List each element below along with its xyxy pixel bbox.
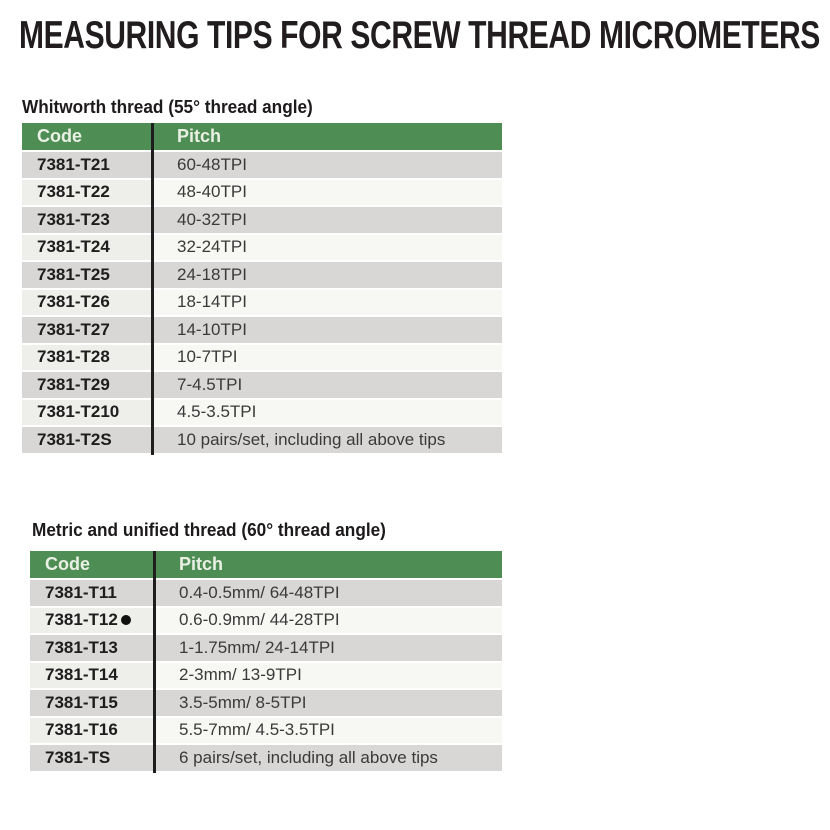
- code-value: 7381-T28: [37, 347, 110, 367]
- code-value: 7381-T16: [45, 720, 118, 740]
- pitch-cell: 48-40TPI: [151, 180, 502, 206]
- code-cell: [30, 580, 153, 606]
- table-row: [30, 580, 502, 606]
- code-value: 7381-T11: [45, 582, 117, 602]
- code-value: 7381-T24: [37, 237, 110, 257]
- pitch-cell: 2-3mm/ 13-9TPI: [153, 663, 502, 689]
- whitworth-section-subtitle: Whitworth thread (55° thread angle): [22, 96, 313, 117]
- column-divider-line: [153, 551, 156, 773]
- table-row: [22, 400, 502, 426]
- code-cell: [22, 152, 151, 178]
- code-value: 7381-T27: [37, 319, 110, 339]
- table-row: [30, 745, 502, 771]
- code-value: 7381-T23: [37, 209, 110, 229]
- code-value: 7381-T26: [37, 292, 110, 312]
- pitch-cell: 0.4-0.5mm/ 64-48TPI: [153, 580, 502, 606]
- code-cell: [30, 718, 153, 744]
- code-cell: [22, 180, 151, 206]
- pitch-cell: 5.5-7mm/ 4.5-3.5TPI: [153, 718, 502, 744]
- table-row: [22, 235, 502, 261]
- pitch-cell: 18-14TPI: [151, 290, 502, 316]
- pitch-cell: 60-48TPI: [151, 152, 502, 178]
- table-row: [22, 345, 502, 371]
- column-divider-line: [151, 123, 154, 455]
- whitworth-thread-table: [22, 123, 502, 455]
- pitch-cell: 3.5-5mm/ 8-5TPI: [153, 690, 502, 716]
- table-row: [30, 690, 502, 716]
- table-row: [22, 317, 502, 343]
- pitch-cell: 7-4.5TPI: [151, 372, 502, 398]
- pitch-cell: 10-7TPI: [151, 345, 502, 371]
- code-value: 7381-T25: [37, 264, 110, 284]
- page-title: MEASURING TIPS FOR SCREW THREAD MICROMETERS: [19, 14, 820, 57]
- code-value: 7381-T210: [37, 402, 120, 422]
- code-column-header: Code: [45, 554, 90, 574]
- pitch-cell: 10 pairs/set, including all above tips: [151, 427, 502, 453]
- code-cell: [30, 635, 153, 661]
- code-cell: [22, 372, 151, 398]
- code-value: 7381-T13: [45, 637, 118, 657]
- table-row: [22, 152, 502, 178]
- pitch-cell: 6 pairs/set, including all above tips: [153, 745, 502, 771]
- code-value: 7381-T29: [37, 374, 110, 394]
- code-value: 7381-TS: [45, 747, 111, 767]
- code-cell: [30, 608, 153, 634]
- table-row: [30, 718, 502, 744]
- table-header-row: [30, 551, 502, 578]
- code-cell: [30, 663, 153, 689]
- table-row: [30, 608, 502, 634]
- table-row: [22, 372, 502, 398]
- code-value: 7381-T22: [37, 182, 110, 202]
- code-value: 7381-T15: [45, 692, 118, 712]
- dot-marker-icon: [121, 615, 131, 625]
- code-column-header: Code: [37, 126, 82, 146]
- code-cell: [22, 345, 151, 371]
- table-row: [30, 663, 502, 689]
- metric-section-subtitle: Metric and unified thread (60° thread angle): [32, 519, 386, 540]
- table-row: [22, 207, 502, 233]
- metric-thread-table: [30, 551, 502, 773]
- pitch-cell: 0.6-0.9mm/ 44-28TPI: [153, 608, 502, 634]
- pitch-column-header: Pitch: [177, 126, 222, 146]
- code-cell: [22, 317, 151, 343]
- pitch-cell: 4.5-3.5TPI: [151, 400, 502, 426]
- code-cell: [30, 745, 153, 771]
- code-cell: [22, 290, 151, 316]
- table-row: [22, 427, 502, 453]
- pitch-cell: 24-18TPI: [151, 262, 502, 288]
- code-cell: [22, 400, 151, 426]
- pitch-cell: 1-1.75mm/ 24-14TPI: [153, 635, 502, 661]
- pitch-cell: 40-32TPI: [151, 207, 502, 233]
- table-row: [22, 290, 502, 316]
- table-row: [22, 180, 502, 206]
- table-row: [22, 262, 502, 288]
- code-value: 7381-T14: [45, 665, 118, 685]
- table-row: [30, 635, 502, 661]
- code-cell: [22, 427, 151, 453]
- table-header-row: [22, 123, 502, 150]
- code-value: 7381-T2S: [37, 429, 112, 449]
- code-cell: [30, 690, 153, 716]
- code-cell: [22, 262, 151, 288]
- code-cell: [22, 207, 151, 233]
- pitch-column-header: Pitch: [179, 554, 224, 574]
- code-cell: [22, 235, 151, 261]
- code-value: 7381-T12: [45, 610, 118, 630]
- pitch-cell: 14-10TPI: [151, 317, 502, 343]
- pitch-cell: 32-24TPI: [151, 235, 502, 261]
- code-value: 7381-T21: [37, 154, 110, 174]
